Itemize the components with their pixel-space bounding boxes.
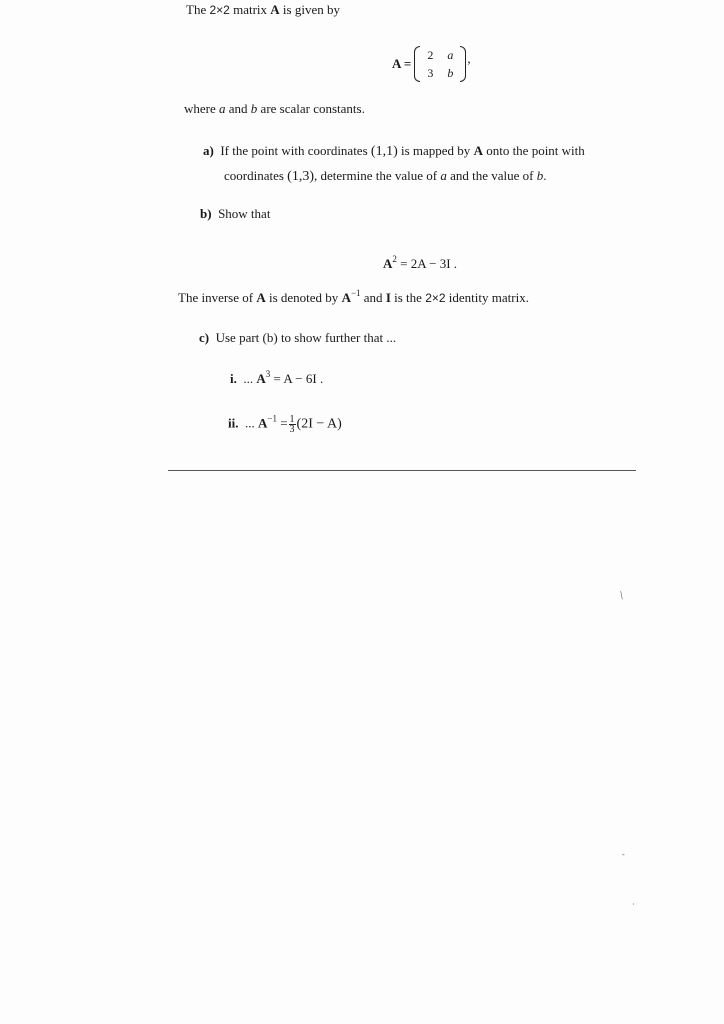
inverse-t3: and — [363, 290, 383, 305]
part-c-label: c) — [199, 330, 210, 345]
part-a-t3: onto the point with — [486, 143, 585, 158]
part-a-t2: is mapped by — [400, 143, 471, 158]
part-a-t4: coordinates — [224, 168, 284, 183]
part-c-line — [199, 330, 396, 346]
right-paren — [460, 46, 466, 82]
intro-matrix-word: matrix — [233, 2, 268, 17]
part-a-t6: and the value of — [450, 168, 534, 183]
part-b-equation — [383, 256, 457, 272]
where-line — [184, 101, 365, 117]
inverse-t2: is denoted by — [268, 290, 339, 305]
inverse-s3: I — [385, 290, 391, 305]
intro-line — [186, 2, 340, 18]
part-b-eq-lhs: A — [383, 256, 393, 271]
inverse-t4: is the — [394, 290, 422, 305]
scan-mark-dot-1: - — [622, 850, 625, 859]
inverse-size: 2×2 — [425, 291, 446, 305]
part-b-text: Show that — [218, 206, 271, 221]
part-c-i-dots: ... — [243, 371, 254, 386]
part-c-i-rhs: = A − 6I . — [273, 371, 324, 386]
part-b-eq-rhs: = 2A − 3I . — [400, 256, 458, 271]
inverse-s2-sup: −1 — [350, 288, 361, 298]
part-b-label: b) — [200, 206, 212, 221]
part-c-ii-lhs: A — [257, 415, 268, 431]
part-a-v1: a — [440, 168, 447, 183]
intro-prefix: The — [186, 2, 207, 17]
part-c-ii-num: 1 — [289, 414, 295, 425]
matrix-entry-21: 3 — [427, 65, 434, 80]
inverse-t1: The inverse of — [178, 290, 254, 305]
where-w3: are scalar constants. — [260, 101, 365, 116]
part-a-line-1 — [203, 143, 585, 160]
matrix-entry-12: a — [447, 47, 454, 62]
part-c-i-sup: 3 — [265, 369, 271, 379]
part-a-line-2 — [224, 168, 546, 185]
part-c-ii-fraction — [289, 415, 296, 434]
part-c-text: Use part (b) to show further that ... — [215, 330, 397, 345]
part-a-symbol: A — [473, 143, 483, 158]
inverse-s1: A — [256, 290, 266, 305]
where-w1: where — [184, 101, 216, 116]
where-v1: a — [219, 101, 226, 116]
part-c-ii-dots: ... — [244, 415, 255, 431]
matrix-entry-11: 2 — [427, 47, 434, 62]
part-c-ii-sup: −1 — [267, 413, 277, 424]
where-v2: b — [250, 101, 258, 116]
section-divider — [168, 470, 636, 471]
part-c-ii — [228, 415, 342, 434]
part-a-t7: . — [543, 168, 547, 183]
matrix-trailing-comma: , — [467, 51, 471, 66]
matrix-definition — [392, 44, 471, 84]
part-a-v2: b — [536, 168, 544, 183]
matrix-grid — [420, 46, 460, 82]
part-a-t1: If the point with coordinates — [220, 143, 368, 158]
where-w2: and — [228, 101, 248, 116]
part-c-i-lhs: A — [256, 371, 266, 386]
scan-mark-stroke: / — [616, 588, 627, 602]
intro-suffix: is given by — [282, 2, 340, 17]
part-c-i-label: i. — [230, 371, 237, 386]
part-a-t5: , determine the value of — [314, 168, 438, 183]
part-a-point-2: (1,3) — [287, 169, 314, 184]
inverse-t5: identity matrix. — [448, 290, 529, 305]
intro-symbol: A — [270, 2, 280, 17]
part-c-i — [230, 371, 323, 387]
part-a-point-1: (1,1) — [370, 144, 398, 159]
part-c-ii-eq: = — [280, 415, 288, 431]
part-a-label: a) — [203, 143, 214, 158]
inverse-s2: A — [341, 290, 351, 305]
matrix-entry-22: b — [447, 65, 454, 80]
inverse-line — [178, 290, 529, 306]
part-b-eq-sup: 2 — [392, 254, 397, 264]
matrix-lhs: A = — [392, 56, 412, 71]
scan-mark-dot-2: · — [632, 900, 635, 909]
part-c-ii-rhs: (2I − A) — [296, 416, 342, 432]
part-c-ii-label: ii. — [228, 415, 239, 431]
part-b-line — [200, 206, 270, 222]
intro-size: 2×2 — [209, 3, 230, 17]
part-c-ii-den: 3 — [289, 424, 295, 435]
